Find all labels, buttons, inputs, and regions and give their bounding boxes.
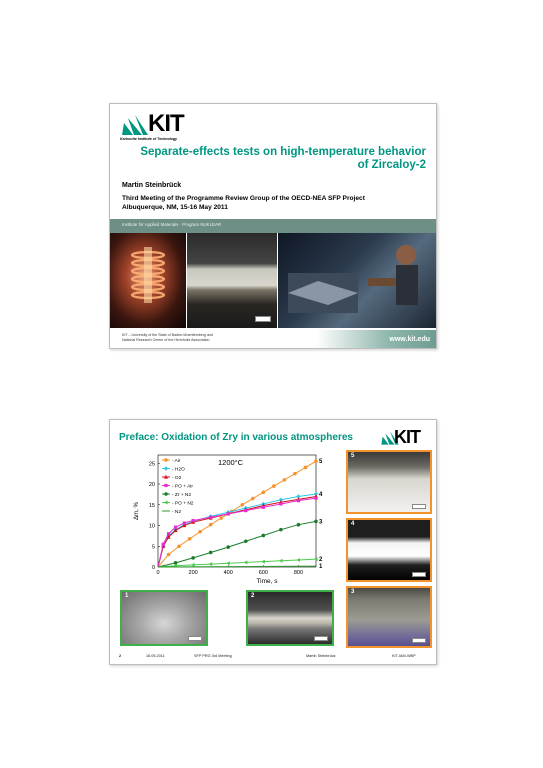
data-point [262, 534, 266, 538]
meeting-line-2: Albuquerque, NM, 15-16 May 2011 [122, 204, 228, 211]
data-point [191, 556, 195, 560]
footer-author: Martin Steinbrück [306, 654, 336, 658]
slide2-footer [110, 652, 436, 662]
data-point [164, 458, 168, 462]
legend-label: - Air [172, 459, 181, 464]
y-tick-label: 10 [148, 523, 155, 530]
data-point [262, 491, 266, 495]
data-point [183, 521, 186, 524]
x-tick-label: 400 [223, 570, 233, 576]
data-point [164, 484, 167, 487]
title-line-1: Separate-effects tests on high-temperature behavior [140, 146, 426, 158]
data-point [167, 532, 170, 535]
data-point [174, 526, 177, 529]
meeting-info [122, 194, 422, 212]
y-tick-label: 15 [148, 502, 155, 509]
micrograph-1 [120, 590, 208, 646]
micrograph-4 [346, 518, 432, 582]
title-line-2: of Zircaloy-2 [357, 159, 426, 171]
legend-label: - PO + Air [172, 484, 193, 490]
series-end-label: 4 [319, 491, 323, 498]
data-point [293, 472, 297, 476]
data-point [164, 492, 168, 496]
data-point [314, 497, 317, 500]
slide1-footer [122, 333, 322, 343]
data-point [283, 478, 287, 482]
scale-bar [188, 636, 202, 641]
data-point [219, 516, 223, 520]
y-tick-label: 25 [148, 461, 155, 468]
legend-label: - Zr + N2 [172, 493, 192, 498]
slide-title [122, 146, 426, 172]
kit-logo-small [380, 427, 420, 451]
data-point [314, 520, 318, 524]
data-point [279, 502, 282, 505]
micrograph-3 [346, 586, 432, 648]
lab-researcher-photo [278, 233, 437, 328]
data-point [297, 499, 300, 502]
y-axis-label: Δm, % [134, 502, 140, 520]
data-point [167, 553, 171, 557]
micrograph-number: 4 [351, 521, 355, 527]
series-end-label: 5 [319, 459, 323, 466]
kit-logo-icon [120, 113, 150, 137]
data-point [262, 506, 265, 509]
institute-bar [110, 219, 436, 233]
data-point [209, 516, 212, 519]
data-point [240, 503, 244, 507]
data-point [188, 537, 192, 541]
kit-url-link[interactable]: www.kit.edu [389, 336, 430, 343]
data-point [227, 512, 230, 515]
legend-label: - PO + N2 [172, 501, 194, 507]
micrograph-number: 2 [251, 593, 255, 599]
chart-svg [124, 447, 324, 597]
footer-line-2: National Research Center of the Helmholtz Association [122, 338, 210, 342]
y-tick-label: 0 [151, 565, 155, 571]
data-point [192, 519, 195, 522]
oxidation-chart [124, 447, 324, 597]
preface-slide [109, 419, 437, 665]
data-point [162, 543, 165, 546]
footer-org: KIT-IAM-WBP [392, 654, 416, 658]
micrograph-number: 3 [351, 589, 355, 595]
y-tick-label: 5 [151, 544, 155, 551]
data-point [198, 530, 202, 534]
footer-line-1: KIT – University of the State of Baden-Wuerttemberg and [122, 333, 213, 337]
data-point [279, 528, 283, 532]
x-tick-label: 0 [156, 570, 160, 576]
legend-label: - H2O [172, 467, 185, 473]
kit-logo-small-text: KIT [394, 427, 420, 447]
series-end-label: 2 [319, 557, 323, 564]
data-point [272, 484, 276, 488]
x-tick-label: 800 [293, 570, 304, 576]
footer-date: 16.05.2011 [146, 654, 165, 658]
data-point [304, 466, 308, 470]
institute-bar-text: Institute for Applied Materials · Program NUKLEAR [122, 222, 222, 227]
data-point [226, 545, 230, 549]
kit-logo [120, 110, 184, 142]
temperature-annotation: 1200°C [218, 458, 244, 467]
micrograph-number: 5 [351, 453, 355, 459]
x-axis-label: Time, s [256, 578, 278, 585]
induction-coil-photo [110, 233, 186, 328]
cladding-micrograph-photo [187, 233, 277, 328]
data-point [314, 459, 318, 463]
coil-drawing [110, 233, 186, 328]
kit-logo-text: KIT [148, 110, 184, 137]
scale-bar [412, 504, 426, 509]
data-point [244, 509, 247, 512]
y-tick-label: 20 [148, 482, 155, 489]
scale-bar [412, 638, 426, 643]
x-tick-label: 600 [258, 570, 268, 576]
page-number: 2 [119, 654, 122, 658]
data-point [177, 544, 181, 548]
scale-bar [314, 636, 328, 641]
micrograph-2 [246, 590, 334, 646]
data-point [244, 539, 248, 543]
data-point [251, 497, 255, 501]
kit-logo-subtitle: Karlsruhe Institute of Technology [120, 137, 178, 141]
footer-event: SFP PRG 3rd Meeting [194, 654, 232, 658]
lab-equipment-drawing [278, 233, 437, 328]
kit-url-banner[interactable] [316, 330, 436, 349]
data-point [209, 523, 213, 527]
data-point [209, 551, 213, 555]
title-slide [109, 103, 437, 349]
meeting-line-1: Third Meeting of the Programme Review Group of the OECD-NEA SFP Project [122, 195, 365, 202]
scale-bar [255, 316, 271, 322]
author-name: Martin Steinbrück [122, 182, 182, 189]
legend-label: - O2 [172, 476, 182, 481]
series-end-label: 1 [319, 564, 323, 571]
slide2-title: Preface: Oxidation of Zry in various atmospheres [119, 432, 353, 443]
legend-label: - N2 [172, 510, 182, 515]
micrograph-number: 1 [125, 593, 129, 599]
x-tick-label: 200 [188, 570, 198, 576]
micrograph-5 [346, 450, 432, 514]
series-end-label: 3 [319, 519, 323, 526]
data-point [297, 523, 301, 527]
scale-bar [412, 572, 426, 577]
photo-strip [110, 233, 436, 328]
